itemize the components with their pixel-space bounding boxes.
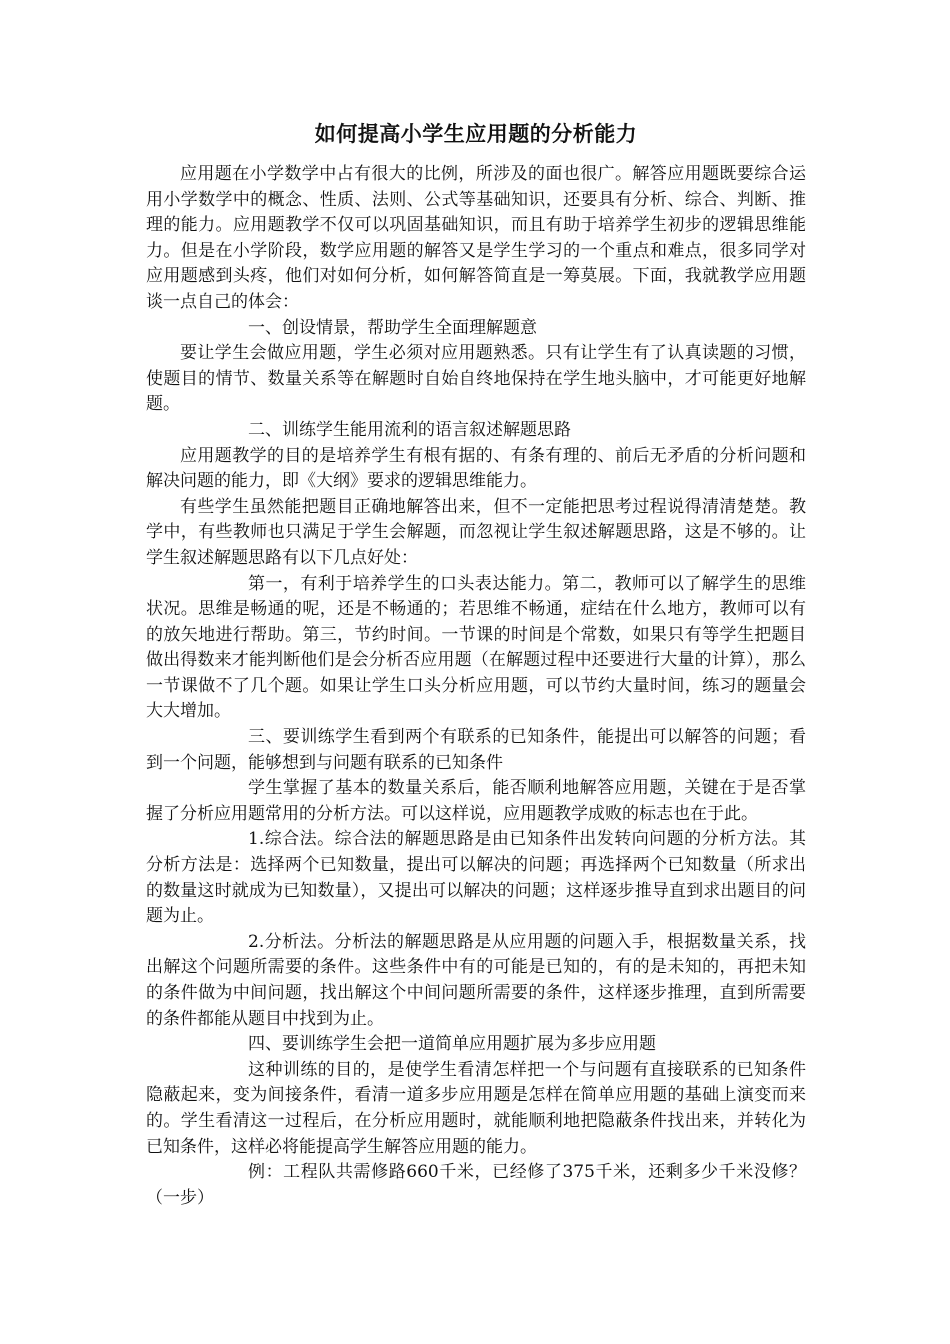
section-2-paragraph-2: 有些学生虽然能把题目正确地解答出来，但不一定能把思考过程说得清清楚楚。教学中，有些教师也只满足于学生会解题，而忽视让学生叙述解题思路，这是不够的。让学生叙述解题思路有以下几点好处：: [146, 496, 806, 568]
method-analysis-paragraph: 2.分析法。分析法的解题思路是从应用题的问题入手，根据数量关系，找出解这个问题所需要的条件。这些条件中有的可能是已知的，有的是未知的，再把未知的条件做为中间问题，找出解这个中间问题所需要的条件，这样逐步推理，直到所需要的条件都能从题目中找到为止。: [146, 931, 806, 1029]
section-4-paragraph: 这种训练的目的，是使学生看清怎样把一个与问题有直接联系的已知条件隐蔽起来，变为间接条件，看清一道多步应用题是怎样在简单应用题的基础上演变而来的。学生看清这一过程后，在分析应用题时，就能顺利地把隐蔽条件找出来，并转化为已知条件，这样必将能提高学生解答应用题的能力。: [146, 1059, 806, 1157]
section-2-paragraph-3: 第一，有利于培养学生的口头表达能力。第二，教师可以了解学生的思维状况。思维是畅通的呢，还是不畅通的；若思维不畅通，症结在什么地方，教师可以有的放矢地进行帮助。第三，节约时间。一节课的时间是个常数，如果只有等学生把题目做出得数来才能判断他们是会分析否应用题（在解题过程中还要进行大量的计算），那么一节课做不了几个题。如果让学生口头分析应用题，可以节约大量时间，练习的题量会大大增加。: [146, 573, 806, 722]
section-heading-2: 二、训练学生能用流利的语言叙述解题思路: [248, 419, 571, 440]
section-heading-1: 一、创设情景，帮助学生全面理解题意: [248, 317, 537, 338]
document-page: [146, 118, 806, 1211]
section-1-paragraph: 要让学生会做应用题，学生必须对应用题熟悉。只有让学生有了认真读题的习惯，使题目的情节、数量关系等在解题时自始自终地保持在学生地头脑中，才可能更好地解题。: [146, 343, 806, 415]
section-2-paragraph-1: 应用题教学的目的是培养学生有根有据的、有条有理的、前后无矛盾的分析问题和解决问题的能力，即《大纲》要求的逻辑思维能力。: [146, 445, 806, 492]
section-heading-4: 四、要训练学生会把一道简单应用题扩展为多步应用题: [248, 1034, 656, 1055]
document-title: 如何提高小学生应用题的分析能力: [314, 122, 638, 146]
intro-paragraph: 应用题在小学数学中占有很大的比例，所涉及的面也很广。解答应用题既要综合运用小学数学中的概念、性质、法则、公式等基础知识，还要具有分析、综合、判断、推理的能力。应用题教学不仅可以巩固基础知识，而且有助于培养学生初步的逻辑思维能力。但是在小学阶段，数学应用题的解答又是学生学习的一个重点和难点，很多同学对应用题感到头疼，他们对如何分析，如何解答简直是一筹莫展。下面，我就教学应用题谈一点自己的体会：: [146, 164, 806, 312]
example-paragraph: 例：工程队共需修路660千米，已经修了375千米，还剩多少千米没修？（一步）: [146, 1162, 806, 1208]
section-heading-3: 三、要训练学生看到两个有联系的已知条件，能提出可以解答的问题；看到一个问题，能够想到与问题有联系的已知条件: [146, 727, 806, 773]
section-3-paragraph-1: 学生掌握了基本的数量关系后，能否顺利地解答应用题，关键在于是否掌握了分析应用题常用的分析方法。可以这样说，应用题教学成败的标志也在于此。: [146, 778, 806, 824]
method-synthesis-paragraph: 1.综合法。综合法的解题思路是由已知条件出发转向问题的分析方法。其分析方法是：选择两个已知数量，提出可以解决的问题；再选择两个已知数量（所求出的数量这时就成为已知数量），又提出可以解决的问题；这样逐步推导直到求出题目的问题为止。: [146, 829, 806, 927]
